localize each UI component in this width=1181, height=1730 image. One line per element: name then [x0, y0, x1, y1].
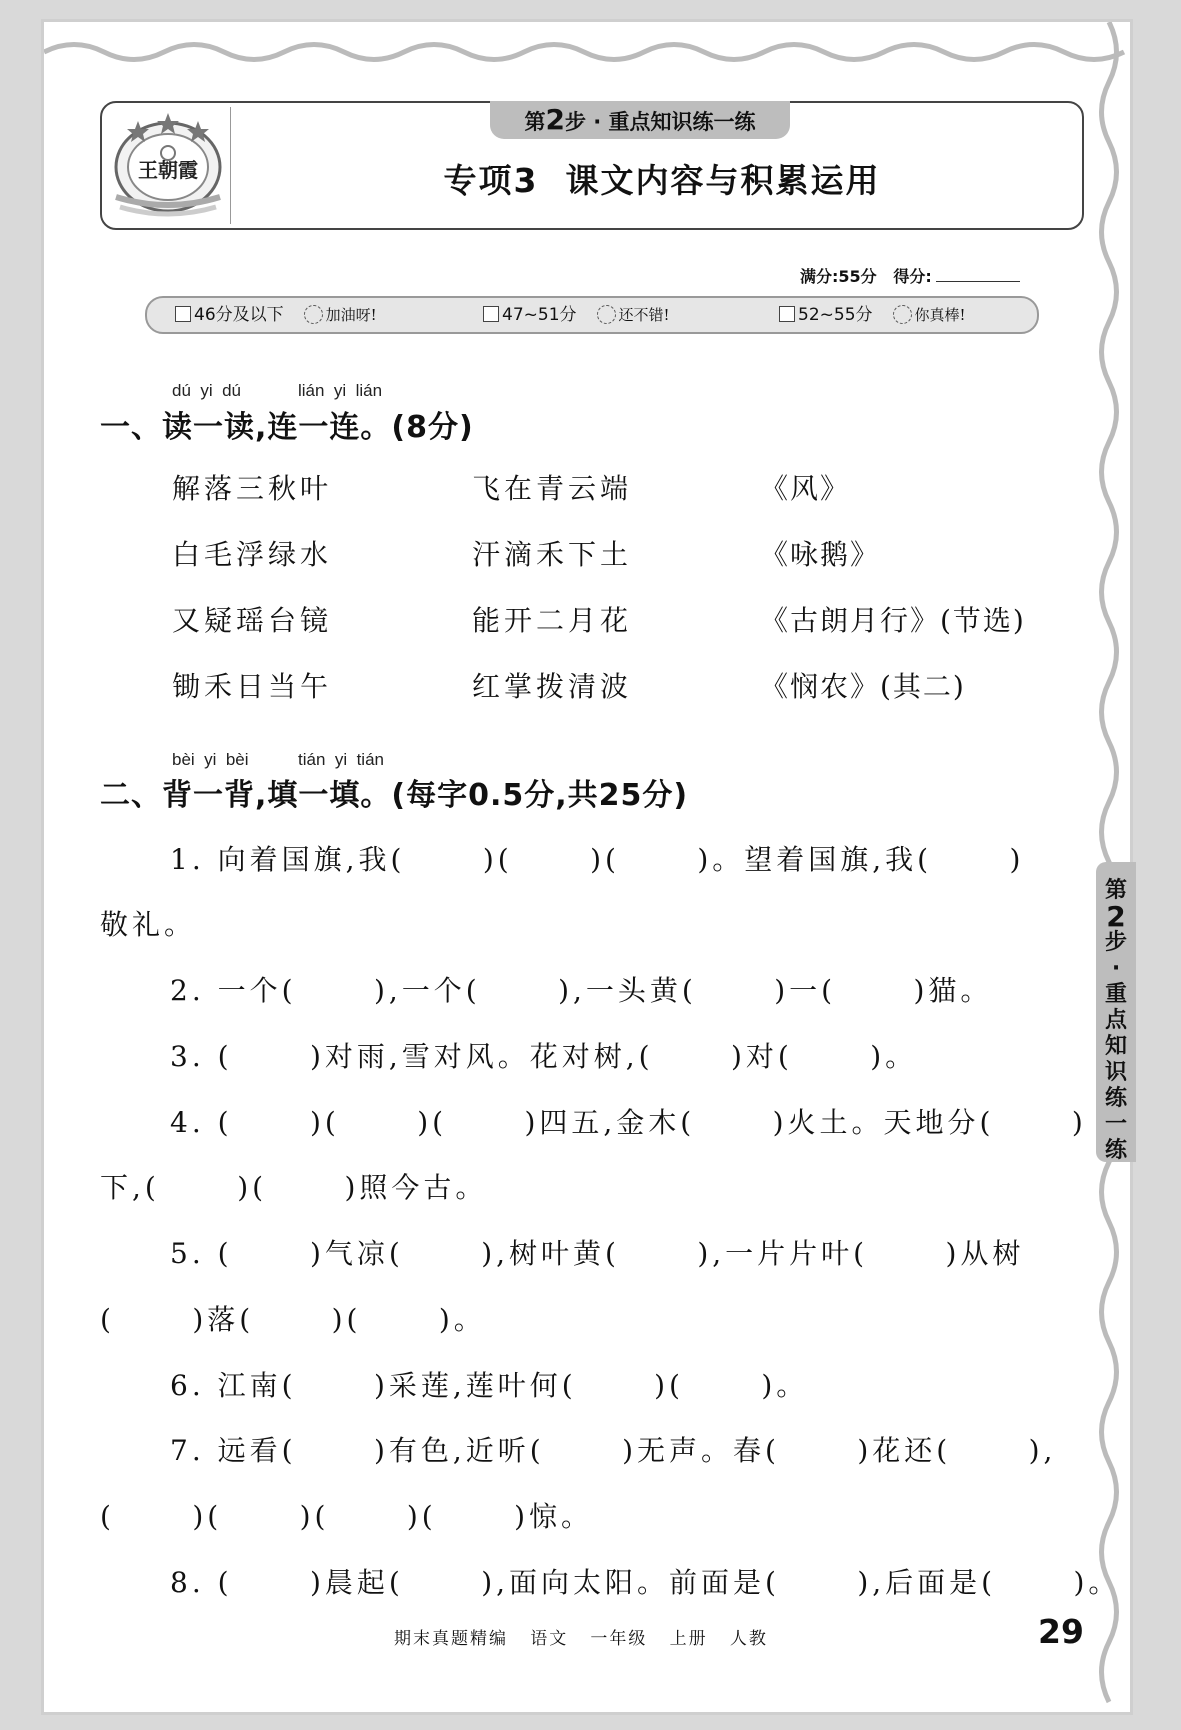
- poem-line[interactable]: 汗滴禾下土: [472, 538, 633, 571]
- side-char: 点: [1104, 1008, 1127, 1033]
- question-4-cont[interactable]: 下,( )( )照今古。: [100, 1171, 488, 1204]
- side-char: 2: [1106, 900, 1126, 933]
- question-7[interactable]: 7. 远看( )有色,近听( )无声。春( )花还( ),: [170, 1434, 1057, 1467]
- question-6[interactable]: 6. 江南( )采莲,莲叶何( )( )。: [170, 1369, 809, 1402]
- svg-text:王朝霞: 王朝霞: [138, 158, 198, 182]
- level-checkbox[interactable]: [483, 306, 499, 322]
- side-char: 知: [1104, 1034, 1127, 1059]
- pinyin-bei: bèi yi bèi: [172, 750, 249, 769]
- header-divider: [230, 107, 231, 224]
- full-score: 满分:55分: [800, 267, 877, 286]
- question-2[interactable]: 2. 一个( ),一个( ),一头黄( )一( )猫。: [170, 974, 993, 1007]
- score-line: [800, 264, 1020, 287]
- section2-heading: 二、背一背,填一填。(每字0.5分,共25分): [100, 778, 689, 813]
- question-1[interactable]: 1. 向着国旗,我( )( )( )。望着国旗,我( ): [170, 843, 1025, 876]
- footer-book-info: 期末真题精编 语文 一年级 上册 人教: [394, 1629, 768, 1649]
- level-praise: 还不错!: [618, 306, 670, 324]
- pinyin-du: dú yi dú: [172, 381, 241, 400]
- poem-line[interactable]: 又疑瑶台镜: [172, 604, 333, 637]
- poem-title[interactable]: 《风》: [760, 472, 851, 505]
- section-header: [100, 101, 1084, 230]
- face-icon: [597, 305, 616, 324]
- face-icon: [304, 305, 323, 324]
- question-3[interactable]: 3. ( )对雨,雪对风。花对树,( )对( )。: [170, 1040, 918, 1073]
- side-char: 重: [1104, 982, 1127, 1007]
- level-3: [779, 298, 966, 332]
- level-praise: 你真棒!: [914, 306, 966, 324]
- poem-line[interactable]: 飞在青云端: [472, 472, 633, 505]
- face-icon: [893, 305, 912, 324]
- side-char: 步: [1104, 930, 1127, 955]
- side-char: 识: [1104, 1060, 1127, 1085]
- question-8[interactable]: 8. ( )晨起( ),面向太阳。前面是( ),后面是( )。: [170, 1566, 1121, 1599]
- poem-line[interactable]: 锄禾日当午: [172, 670, 333, 703]
- poem-line[interactable]: 白毛浮绿水: [172, 538, 333, 571]
- side-char: 练: [1104, 1086, 1127, 1111]
- question-4[interactable]: 4. ( )( )( )四五,金木( )火土。天地分( ): [170, 1106, 1087, 1139]
- side-char: 第: [1104, 878, 1127, 903]
- level-range: 46分及以下: [194, 305, 284, 325]
- pinyin-lian: lián yi lián: [298, 381, 383, 400]
- poem-line[interactable]: 能开二月花: [472, 604, 633, 637]
- step-number: 2: [545, 103, 565, 136]
- side-char: ·: [1111, 956, 1121, 981]
- score-label: 得分:: [893, 267, 932, 286]
- question-1-cont: 敬礼。: [100, 908, 197, 941]
- question-5[interactable]: 5. ( )气凉( ),树叶黄( ),一片片叶( )从树: [170, 1237, 1025, 1270]
- poem-title[interactable]: 《咏鹅》: [760, 538, 881, 571]
- level-praise: 加油呀!: [325, 306, 377, 324]
- side-char: 练: [1104, 1138, 1127, 1163]
- section1-heading: 一、读一读,连一连。(8分): [100, 410, 474, 445]
- poem-title[interactable]: 《古朗月行》(节选): [760, 604, 1026, 637]
- publisher-logo: [108, 109, 228, 221]
- poem-line[interactable]: 红掌拨清波: [472, 670, 633, 703]
- score-level-bar: [145, 296, 1039, 334]
- poem-title[interactable]: 《悯农》(其二): [760, 670, 966, 703]
- step-suffix: 步 · 重点知识练一练: [564, 110, 756, 134]
- step-prefix: 第: [524, 110, 546, 134]
- score-blank[interactable]: [936, 267, 1020, 282]
- level-2: [483, 298, 670, 332]
- level-1: [175, 298, 377, 332]
- pinyin-tian: tián yi tián: [298, 750, 384, 769]
- page-number: 29: [1038, 1612, 1084, 1651]
- question-5-cont[interactable]: ( )落( )( )。: [100, 1303, 486, 1336]
- level-checkbox[interactable]: [175, 306, 191, 322]
- question-7-cont[interactable]: ( )( )( )( )惊。: [100, 1500, 594, 1533]
- step-tab: [490, 101, 790, 139]
- level-checkbox[interactable]: [779, 306, 795, 322]
- side-char: 一: [1104, 1112, 1127, 1137]
- side-step-tab: [1096, 862, 1136, 1162]
- poem-line[interactable]: 解落三秋叶: [172, 472, 333, 505]
- level-range: 47~51分: [502, 305, 577, 325]
- level-range: 52~55分: [798, 305, 873, 325]
- page-title: 专项3 课文内容与积累运用: [443, 161, 881, 200]
